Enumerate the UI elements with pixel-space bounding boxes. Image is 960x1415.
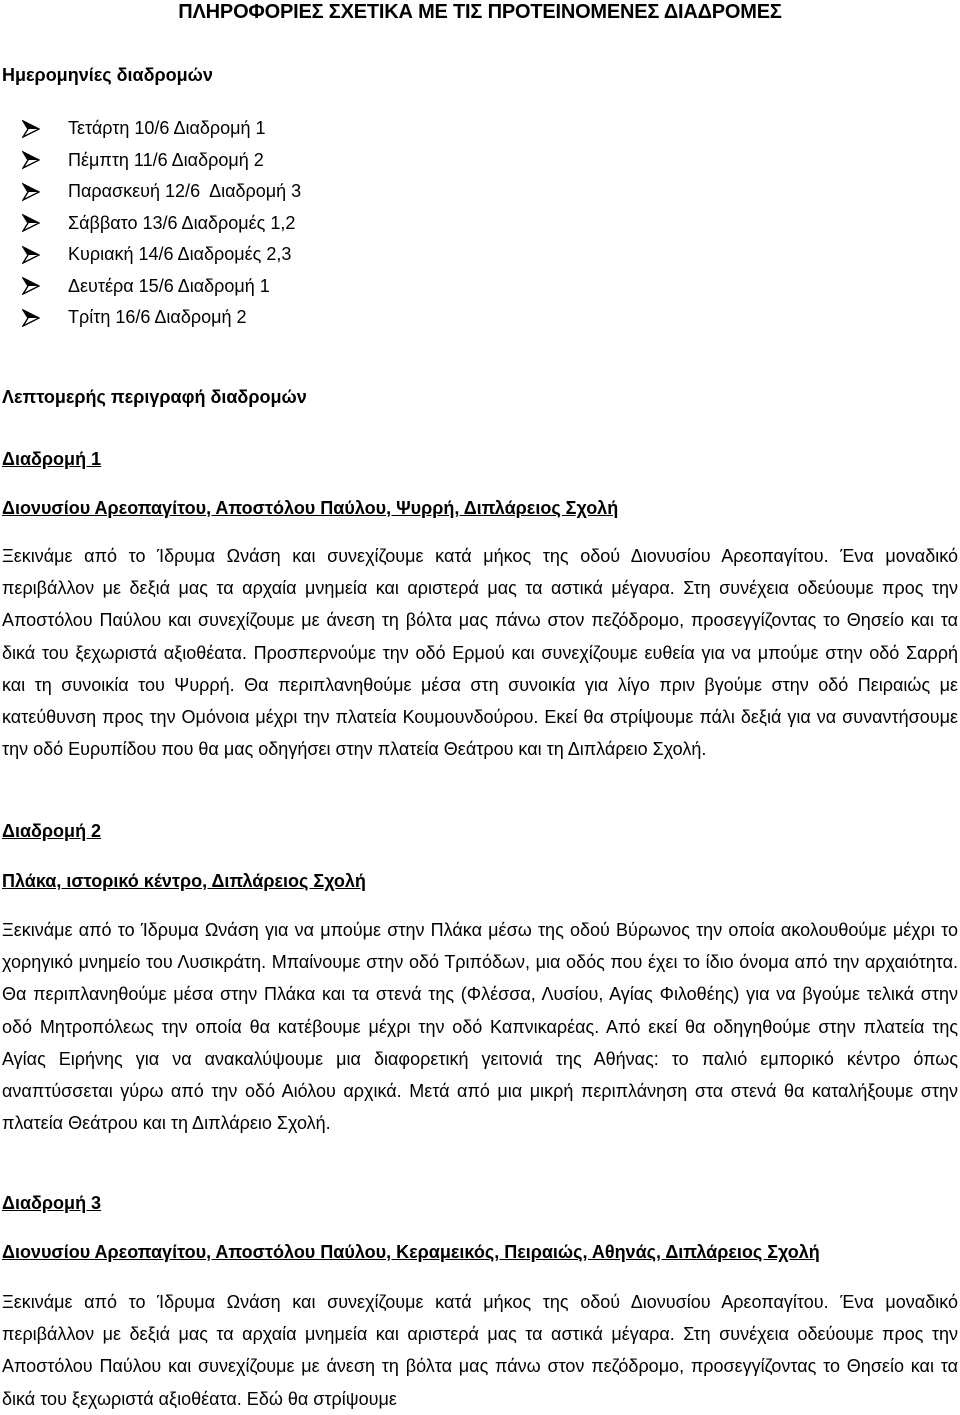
route3-description: Ξεκινάμε από το Ίδρυμα Ωνάση και συνεχίζουμε κατά μήκος της οδού Διονυσίου Αρεοπαγίτου. Ένα μοναδικό περιβάλλον με δεξιά μας τα αρχαία μνημεία και αριστερά μας τα αστικά μέγαρα. Στη συνέχεια οδεύουμε προς την Αποστόλου Παύλου και συνεχίζουμε με άνεση τη βόλτα μας πάνω στον πεζόδρομο, προσεγγίζοντας το Θησείο και τα δικά του ξεχωριστά αξιοθέατα. Εδώ θα στρίψουμε [2,1292,958,1409]
arrow-bullet-icon [22,277,40,295]
arrow-bullet-icon [22,214,40,232]
route3-streets: Διονυσίου Αρεοπαγίτου, Αποστόλου Παύλου, Κεραμεικός, Πειραιώς, Αθηνάς, Διπλάρειος Σχολή [2,1242,820,1262]
route1-streets: Διονυσίου Αρεοπαγίτου, Αποστόλου Παύλου, Ψυρρή, Διπλάρειος Σχολή [2,498,619,518]
arrow-bullet-icon [22,151,40,169]
dates-list [22,113,301,334]
arrow-bullet-icon [22,309,40,327]
date-item-label: Σάββατο 13/6 Διαδρομές 1,2 [68,212,296,233]
date-item-label: Δευτέρα 15/6 Διαδρομή 1 [68,275,270,296]
dates-heading: Ημερομηνίες διαδρομών [2,65,213,85]
date-item-label: Παρασκευή 12/6 Διαδρομή 3 [68,181,302,202]
description-heading: Λεπτομερής περιγραφή διαδρομών [2,387,307,407]
arrow-bullet-icon [22,246,40,264]
route2-streets: Πλάκα, ιστορικό κέντρο, Διπλάρειος Σχολή [2,871,366,891]
date-item-label: Τρίτη 16/6 Διαδρομή 2 [68,307,247,328]
route2-description: Ξεκινάμε από το Ίδρυμα Ωνάση για να μπούμε στην Πλάκα μέσω της οδού Βύρωνος την οποία ακολουθούμε μέχρι το χορηγικό μνημείο του Λυσικράτη. Μπαίνουμε στην οδό Τριπόδων, μια οδός που έχει το ίδιο όνομα από την αρχαιότητα. Θα περιπλανηθούμε μέσα στην Πλάκα και τα στενά της (Φλέσσα, Λυσίου, Αγίας Φιλοθέης) για να βγούμε τελικά στην οδό Μητροπόλεως την οποία θα κατέβουμε μέχρι την οδό Καπνικαρέας. Από εκεί θα οδηγηθούμε στην πλατεία της Αγίας Ειρήνης για να ανακαλύψουμε μια διαφορετική γειτονιά της Αθήνας: το παλιό εμπορικό κέντρο όπως αναπτύσσεται γύρω από την οδό Αιόλου αρχικά. Μετά από μια μικρή περιπλάνηση στα στενά θα καταλήξουμε στην πλατεία Θεάτρου και τη Διπλάρειο Σχολή. [2,920,958,1134]
list-item [22,113,301,145]
list-item [22,208,301,240]
list-item [22,271,301,303]
page-title: ΠΛΗΡΟΦΟΡΙΕΣ ΣΧΕΤΙΚΑ ΜΕ ΤΙΣ ΠΡΟΤΕΙΝΟΜΕΝΕΣ ΔΙΑΔΡΟΜΕΣ [178,1,782,23]
list-item [22,302,301,334]
route1-heading: Διαδρομή 1 [2,449,102,469]
date-item-label: Πέμπτη 11/6 Διαδρομή 2 [68,149,264,170]
list-item [22,145,301,177]
arrow-bullet-icon [22,183,40,201]
list-item [22,239,301,271]
route3-heading: Διαδρομή 3 [2,1193,102,1213]
route1-description: Ξεκινάμε από το Ίδρυμα Ωνάση και συνεχίζουμε κατά μήκος της οδού Διονυσίου Αρεοπαγίτου. Ένα μοναδικό περιβάλλον με δεξιά μας τα αρχαία μνημεία και αριστερά μας τα αστικά μέγαρα. Στη συνέχεια οδεύουμε προς την Αποστόλου Παύλου και συνεχίζουμε με άνεση τη βόλτα μας πάνω στον πεζόδρομο, προσεγγίζοντας το Θησείο και τα δικά του ξεχωριστά αξιοθέατα. Προσπερνούμε την οδό Ερμού και συνεχίζουμε ευθεία για να μπούμε στην οδό Σαρρή και τη συνοικία του Ψυρρή. Θα περιπλανηθούμε μέσα στη συνοικία για λίγο πριν βγούμε στην οδό Πειραιώς με κατεύθυνση προς την Ομόνοια μέχρι την πλατεία Κουμουνδούρου. Εκεί θα στρίψουμε πάλι δεξιά για να συναντήσουμε την οδό Ευρυπίδου που θα μας οδηγήσει στην πλατεία Θεάτρου και τη Διπλάρειο Σχολή. [2,546,958,760]
date-item-label: Κυριακή 14/6 Διαδρομές 2,3 [68,244,292,265]
date-item-label: Τετάρτη 10/6 Διαδρομή 1 [68,118,266,139]
route2-heading: Διαδρομή 2 [2,821,102,841]
arrow-bullet-icon [22,120,40,138]
list-item [22,176,301,208]
